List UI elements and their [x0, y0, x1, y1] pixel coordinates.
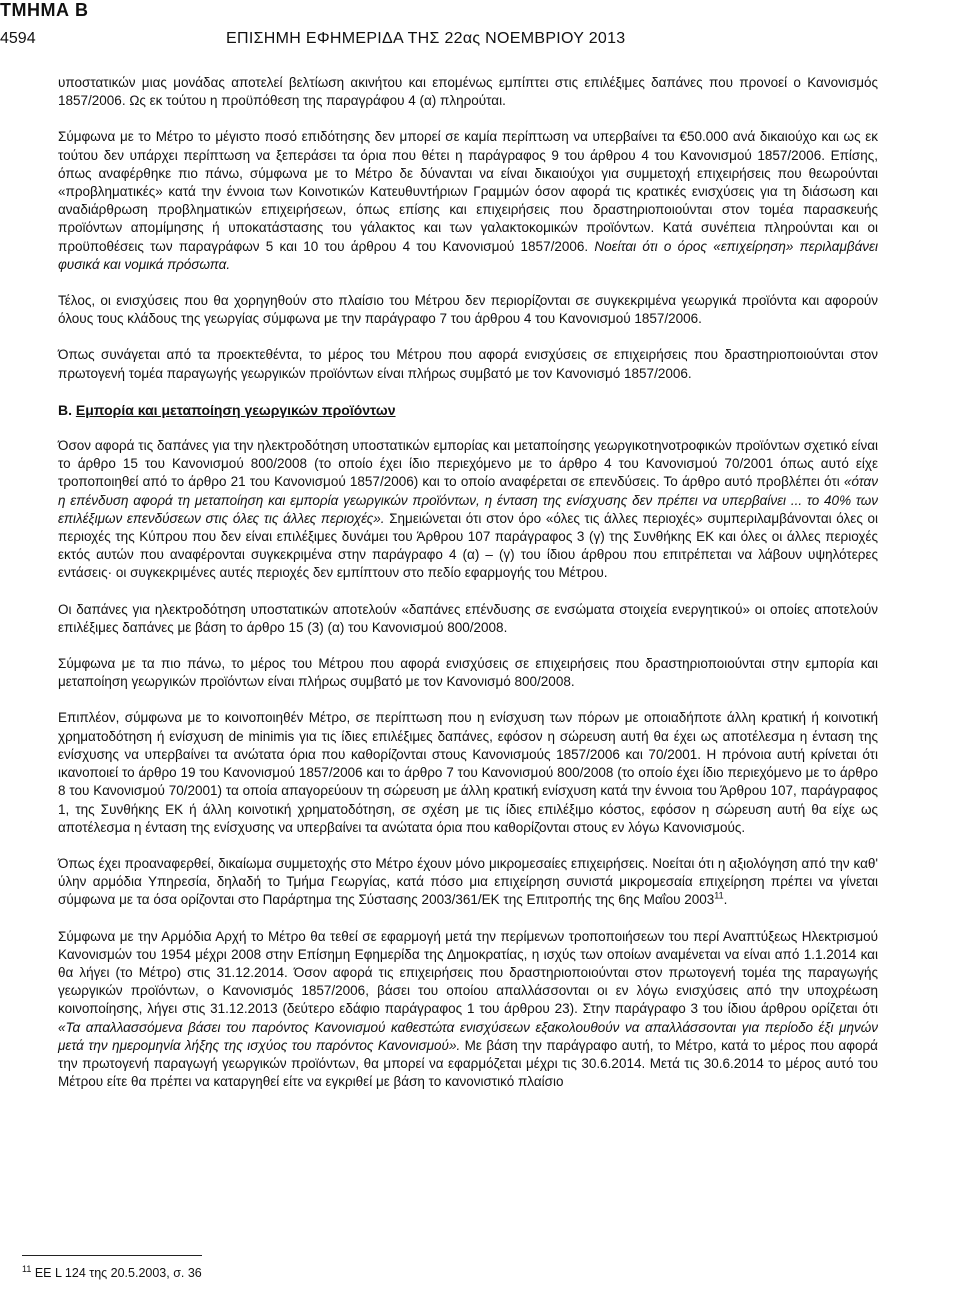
document-body [58, 74, 878, 1091]
footnote-divider [22, 1255, 202, 1256]
paragraph-5-quote: «όταν η επένδυση αφορά τη μεταποίηση και εμπορία γεωργικών προϊόντων, η ένταση της ενίσχυσης δεν πρέπει να υπερβαίνει ... το 40% των επιλέξιμων επενδύσεων στις όλες τις άλλες περιοχές». [58, 474, 878, 526]
paragraph-3: Τέλος, οι ενισχύσεις που θα χορηγηθούν στο πλαίσιο του Μέτρου δεν περιορίζονται σε συγκεκριμένα γεωργικά προϊόντα και αφορούν όλους τους κλάδους της γεωργίας σύμφωνα με την παράγραφο 7 του άρθρου 4 του Κανονισμού 1857/2006. [58, 293, 878, 327]
paragraph-5-text-c: Σημειώνεται ότι στον όρο «όλες τις άλλες περιοχές» συμπεριλαμβάνονται όλες οι περιοχές της Κύπρου που δεν είναι επιλέξιμες δυνάμει του Άρθρου 107 παράγραφος 3 (γ) της Συνθήκης ΕΚ και όλες οι άλλες περιοχές εκτός αυτών που αναφέρονται συγκεκριμένα στην παράγραφο 4 (α) – (γ) του ίδιου άρθρου που επιτρέπεται να λάβουν υψηλότερες εντάσεις· οι συγκεκριμένες αυτές περιοχές δεν εμπίπτουν στο πεδίο εφαρμογής του Μέτρου. [58, 510, 878, 581]
page-header [0, 30, 960, 54]
paragraph-1: υποστατικών μιας μονάδας αποτελεί βελτίωση ακινήτου και επομένως εμπίπτει στις επιλέξιμες δαπάνες που προνοεί ο Κανονισμός 1857/2006. Ως εκ τούτου η προϋπόθεση της παραγράφου 4 (α) πληρούται. [58, 75, 878, 109]
page-number: 4594 [0, 30, 36, 47]
paragraph-10-text-a: Σύμφωνα με την Αρμόδια Αρχή το Μέτρο θα τεθεί σε εφαρμογή μετά την περίμενων τροποποιήσεων του περί Αναπτύξεως Ηλεκτρισμού Κανονισμών του 1954 μέχρι 2008 στην Επίσημη Εφημερίδα της Δημοκρατίας, η ισχύς των οποίων αναμένεται να είναι από 1.1.2014 και θα λήγει (το Μέτρο) στις 31.12.2014. Όσον αφορά τις επιχειρήσεις που δραστηριοποιούνται στον πρωτογενή τομέα της παραγωγής γεωργικών προϊόντων, ο Κανονισμός 1857/2006, βάσει του οποίου απαλλάσσονται οι εν λόγω ενισχύσεις από την υποχρέωση κοινοποίησης, λήγει στις 31.12.2013 (δεύτερο εδάφιο παράγραφος 1 του άρθρου 23). Στην παράγραφο 3 του ίδιου άρθρου ορίζεται ότι [58, 928, 878, 1017]
paragraph-10-text-c: Με βάση την παράγραφο αυτή, το Μέτρο, κατά το μέρος που αφορά την πρωτογενή παραγωγή γεωργικών προϊόντων, θα μπορεί να εφαρμόζεται μέχρι τις 30.6.2014. Μετά τις 30.6.2014 το μέρος αυτό του Μέτρου είτε θα πρέπει να καταργηθεί είτε να εγκριθεί με βάση το κανονιστικό πλαίσιο [58, 1037, 878, 1090]
paragraph-10 [58, 928, 878, 1092]
paragraph-7: Σύμφωνα με τα πιο πάνω, το μέρος του Μέτρου που αφορά ενισχύσεις σε επιχειρήσεις που δραστηριοποιούνται στην εμπορία και μεταποίηση γεωργικών προϊόντων είναι πλήρως συμβατό με τον Κανονισμό 800/2008. [58, 656, 878, 690]
gazette-title: ΕΠΙΣΗΜΗ ΕΦΗΜΕΡΙΔΑ ΤΗΣ 22ας ΝΟΕΜΒΡΙΟΥ 2013 [226, 30, 626, 47]
heading-letter: Β. [58, 401, 72, 418]
paragraph-4: Όπως συνάγεται από τα προεκτεθέντα, το μέρος του Μέτρου που αφορά ενισχύσεις σε επιχειρήσεις που δραστηριοποιούνται στον πρωτογενή τομέα παραγωγής γεωργικών προϊόντων είναι πλήρως συμβατό με τον Κανονισμό 1857/2006. [58, 347, 878, 381]
section-heading [58, 401, 878, 419]
paragraph-9-end: . [723, 892, 728, 908]
paragraph-9 [58, 855, 878, 910]
paragraph-2 [58, 128, 878, 274]
paragraph-2-italic: Νοείται ότι ο όρος «επιχείρηση» περιλαμβάνει φυσικά και νομικά πρόσωπα. [58, 238, 878, 272]
paragraph-5-text-a: Όσον αφορά τις δαπάνες για την ηλεκτροδότηση υποστατικών εμπορίας και μεταποίησης γεωργικοτηνοτροφικών προϊόντων σχετικό είναι το άρθρο 15 του Κανονισμού 800/2008 (το οποίο έχει ίδιο περιεχόμενο με το άρθρο 4 του Κανονισμού 70/2001 όπως αυτό είχε τροποποιηθεί από το άρθρο 21 του Κανονισμού 1857/2006) και το οποίο αναφέρεται σε επενδύσεις. Το άρθρο αυτό προβλέπει ότι [58, 438, 878, 490]
footnote-text: ΕΕ L 124 της 20.5.2003, σ. 36 [31, 1266, 202, 1280]
paragraph-9-text: Όπως έχει προαναφερθεί, δικαίωμα συμμετοχής στο Μέτρο έχουν μόνο μικρομεσαίες επιχειρήσεις. Νοείται ότι η αξιολόγηση από την καθ' ύλην αρμόδια Υπηρεσία, δηλαδή το Τμήμα Γεωργίας, κατά πόσο μια επιχείρηση συνιστά μικρομεσαία επιχείρηση πρέπει να γίνεται σύμφωνα με τα όσα ορίζονται στο Παράρτημα της Σύστασης 2003/361/ΕΚ της Επιτροπής της 6ης Μαΐου 2003 [58, 855, 878, 908]
section-label: ΤΜΗΜΑ Β [0, 0, 89, 20]
paragraph-10-quote: «Τα απαλλασσόμενα βάσει του παρόντος Κανονισμού καθεστώτα ενισχύσεων εξακολουθούν να απαλλάσσονται για περίοδο έξι μηνών μετά την ημερομηνία λήξης της ισχύος του παρόντος Κανονισμού». [58, 1019, 878, 1053]
paragraph-8: Επιπλέον, σύμφωνα με το κοινοποιηθέν Μέτρο, σε περίπτωση που η ενίσχυση των πόρων με οποιαδήποτε άλλη κρατική ή κοινοτική χρηματοδότηση ή ενίσχυση de minimis για τις ίδιες επιλέξιμες δαπάνες, εφόσον η σώρευση αυτή θα έχει ως αποτέλεσμα η ένταση της ενίσχυσης να υπερβαίνει τα ανώτατα όρια που καθορίζονται στους Κανονισμούς 1857/2006 και 70/2001. Η πρόνοια αυτή κρίνεται ότι ικανοποιεί το άρθρο 19 του Κανονισμού 1857/2006 και το άρθρο 7 του Κανονισμού 800/2008 (το οποίο έχει ίδιο περιεχόμενο με το άρθρο 8 του Κανονισμού 70/2001) τα οποία απαγορεύουν τη σώρευση με άλλη κρατική ενίσχυση κατά την έννοια του Άρθρου 107, παράγραφος 1, της Συνθήκης ΕΚ ή άλλη κοινοτική χρηματοδότηση, σε σχέση με τις ίδιες επιλέξιμο κόστος, εφόσον η σώρευση αυτή θα είχε ως αποτέλεσμα η ένταση της ενίσχυσης να υπερβαίνει τα ανώτατα όρια που καθορίζονται στους εν λόγω Κανονισμούς. [58, 710, 878, 835]
paragraph-2-text: Σύμφωνα με το Μέτρο το μέγιστο ποσό επιδότησης δεν μπορεί σε καμία περίπτωση να υπερβαίνει τα €50.000 ανά δικαιούχο και ως εκ τούτου δεν υπάρχει περίπτωση να ξεπεράσει τα όρια που θέτει η παράγραφος 9 του άρθρου 4 του Κανονισμού 1857/2006. Επίσης, όπως αναφέρθηκε πιο πάνω, σύμφωνα με το Μέτρο δε δύνανται να είναι δικαιούχοι για συμμετοχή επιχειρήσεις που θεωρούνται «προβληματικές» κατά την έννοια των Κοινοτικών Κατευθυντήριων Γραμμών όσον αφορά τις κρατικές ενισχύσεις για τη διάσωση και αναδιάρθρωση προβληματικών επιχειρήσεων, όπως επίσης και επιχειρήσεις που δραστηριοποιούνται στον τομέα παρασκευής προϊόντων απομίμησης ή υποκατάστασης του γάλακτος και των γαλακτοκομικών προϊόντων. Κατά συνέπεια πληρούνται και οι προϋποθέσεις των παραγράφων 5 και 10 του άρθρου 4 του Κανονισμού 1857/2006. [58, 129, 878, 254]
heading-title: Εμπορία και μεταποίηση γεωργικών προϊόντων [75, 401, 396, 418]
paragraph-6: Οι δαπάνες για ηλεκτροδότηση υποστατικών αποτελούν «δαπάνες επένδυσης σε ενσώματα στοιχεία ενεργητικού» οι οποίες αποτελούν επιλέξιμες δαπάνες με βάση το άρθρο 15 (3) (α) του Κανονισμού 800/2008. [58, 601, 878, 635]
paragraph-5 [58, 437, 878, 583]
footnote-number: 11 [22, 1263, 32, 1274]
footnote-ref[interactable]: 11 [714, 890, 724, 901]
footnote [22, 1263, 202, 1280]
